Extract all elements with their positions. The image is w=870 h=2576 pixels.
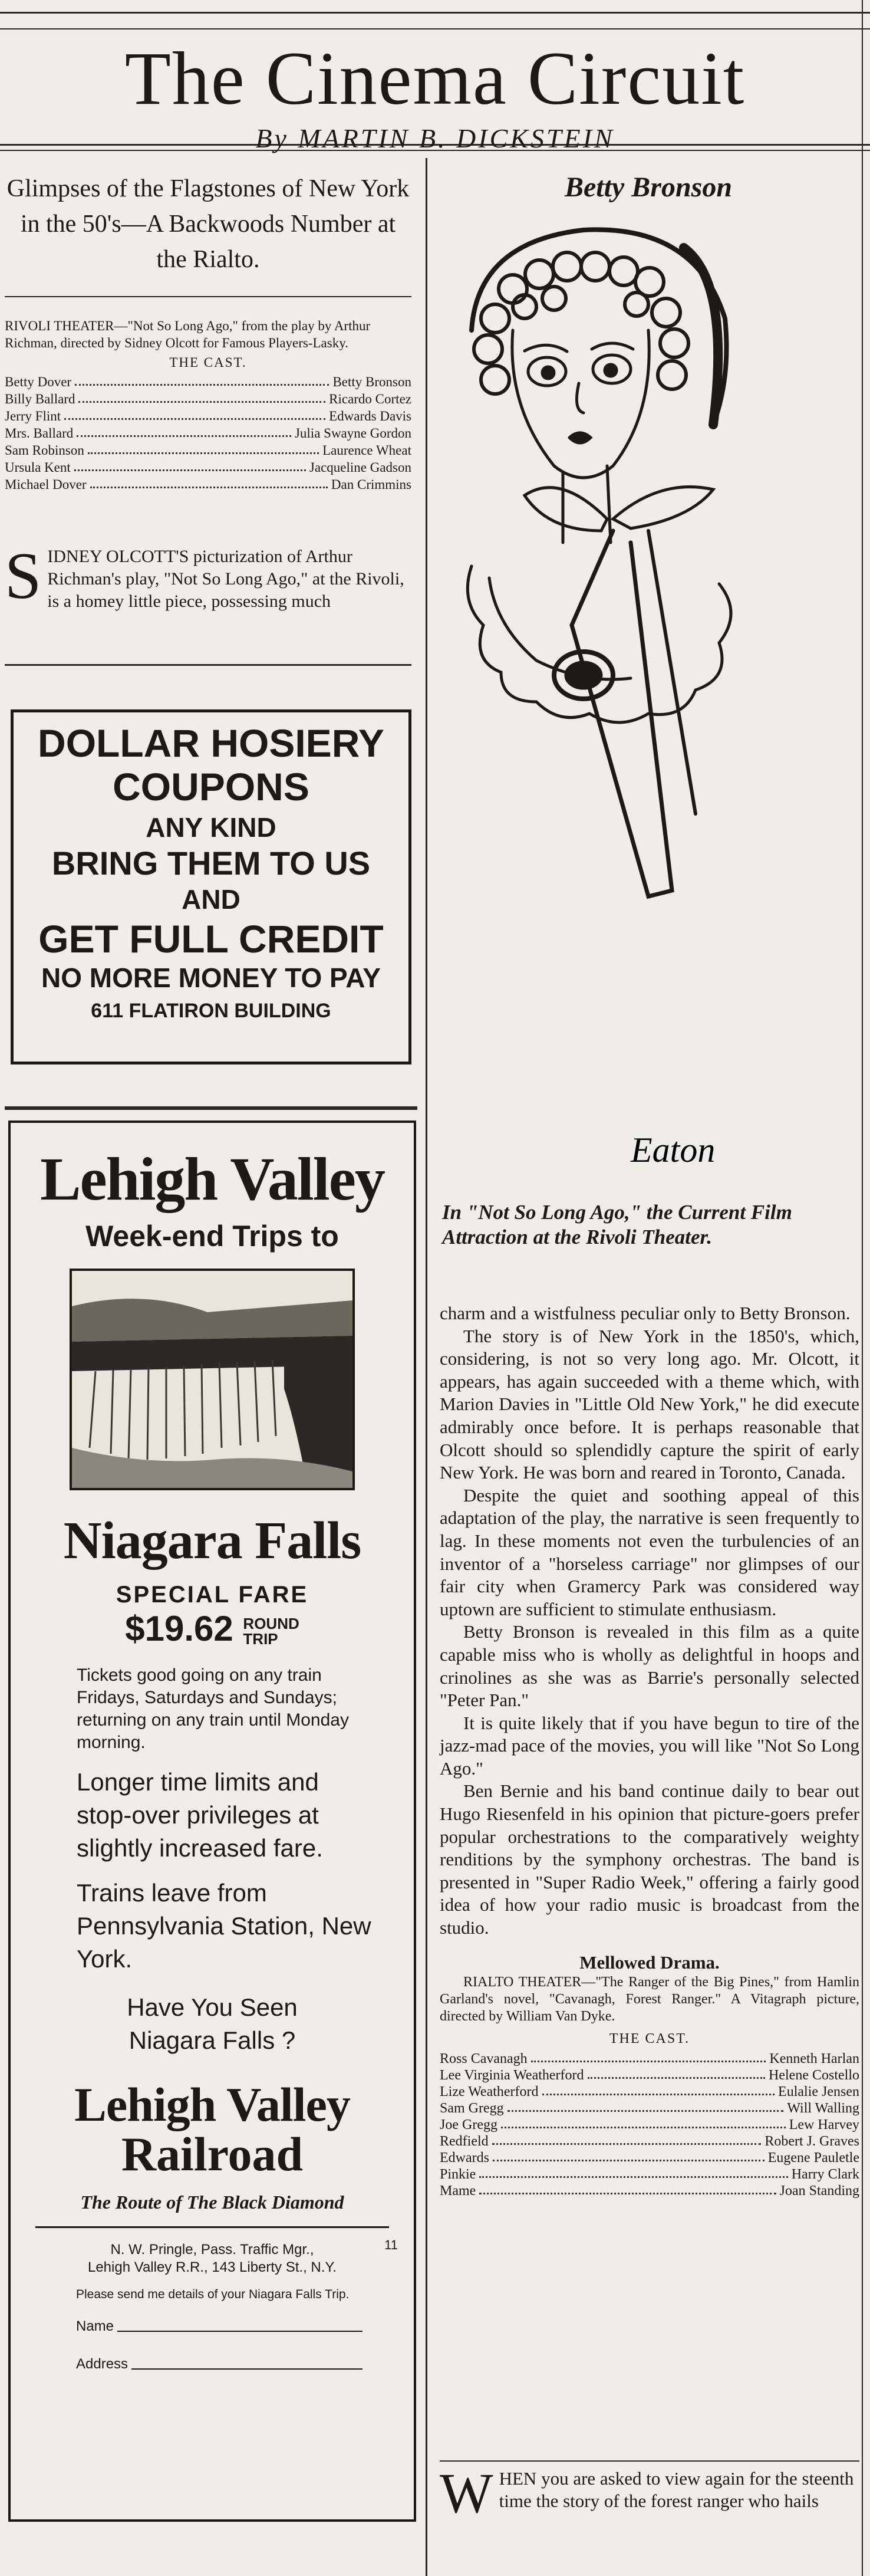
cast-row <box>440 2133 859 2150</box>
leader-dots <box>531 2051 766 2062</box>
lead-text: IDNEY OLCOTT'S picturization of Arthur Richman's play, "Not So Long Ago," at the Rivoli, is a homey little piece, possessing much <box>47 547 404 611</box>
cast-role: Lize Weatherford <box>440 2084 539 2099</box>
ad-separator <box>5 1106 417 1110</box>
cast-row <box>5 373 411 390</box>
question-text: Have You Seen Niagara Falls ? <box>127 1993 298 2054</box>
cast-row <box>440 2051 859 2067</box>
ad-line-4: BRING THEM TO US <box>51 845 371 882</box>
masthead-top-rule <box>0 28 870 29</box>
cast-row <box>5 425 411 442</box>
column-rule <box>426 158 427 2576</box>
right-edge-rule <box>862 0 863 2576</box>
ad-line-6: GET FULL CREDIT <box>38 916 384 961</box>
cast-row <box>5 459 411 476</box>
cast-actor: Eugene Pauletle <box>767 2150 859 2166</box>
fare-suffix-top: ROUND <box>243 1615 299 1633</box>
cast-actor: Julia Swayne Gordon <box>294 426 411 441</box>
byline: By MARTIN B. DICKSTEIN <box>255 123 615 153</box>
rivoli-credits <box>5 317 411 493</box>
trains-text: Trains leave from Pennsylvania Station, New York. <box>77 1879 371 1973</box>
cast-actor: Eulalie Jensen <box>778 2084 859 2099</box>
cast-role: Redfield <box>440 2133 489 2149</box>
leader-dots <box>479 2183 776 2194</box>
article-headline: Glimpses of the Flagstones of New York in the 50's—A Backwoods Number at the Rialto. <box>6 175 410 273</box>
drop-cap: W <box>440 2462 493 2525</box>
fare-suffix <box>243 1616 299 1647</box>
paragraph: The story is of New York in the 1850's, which, considering, is not so very long ago. Mr. Olcott, it appears, has again succeeded with a theme which, with Marion Davies in "Little Old New York," he did execute admirably once before. It is perhaps reasonable that Olcott should so splendidly capture the spirit of early New York. He was born and reared in Toronto, Canada. <box>440 1325 859 1483</box>
cast-actor: Jacqueline Gadson <box>309 460 411 475</box>
cast-role: Ross Cavanagh <box>440 2051 528 2066</box>
cast-role: Ursula Kent <box>5 460 71 475</box>
cast-title: THE CAST. <box>609 2031 690 2047</box>
paragraph: charm and a wistfulness peculiar only to Betty Bronson. <box>440 1303 851 1323</box>
credits-text: RIVOLI THEATER—"Not So Long Ago," from the play by Arthur Richman, directed by Sidney Olcott for Famous Players-Lasky. <box>5 318 371 350</box>
time-limits-text: Longer time limits and stop-over privileges at slightly increased fare. <box>77 1768 323 1862</box>
cast-role: Edwards <box>440 2150 489 2166</box>
cast-actor: Dan Crimmins <box>331 477 411 492</box>
ad-line-7: NO MORE MONEY TO PAY <box>41 962 381 994</box>
leader-dots <box>492 2133 762 2145</box>
leader-dots <box>88 442 319 454</box>
ad-line-2: COUPONS <box>113 764 309 809</box>
cast-role: Michael Dover <box>5 477 87 492</box>
hosiery-ad <box>11 709 411 1064</box>
leader-dots <box>508 2100 784 2112</box>
paragraph: Betty Bronson is revealed in this film as a quite capable miss who is wholly as delightful in hoops and crinolines as she was as Barrie's personally selected "Peter Pan." <box>440 1621 859 1711</box>
ad-address: 611 FLATIRON BUILDING <box>91 999 331 1022</box>
cast-row <box>440 2067 859 2084</box>
cast-role: Lee Virginia Weatherford <box>440 2067 584 2083</box>
coupon-request: Please send me details of your Niagara Falls Trip. <box>76 2288 350 2302</box>
cast-row <box>5 442 411 459</box>
cast-role: Betty Dover <box>5 374 72 389</box>
niagara-falls-title: Niagara Falls <box>63 1512 361 1570</box>
article-end-rule <box>5 664 411 666</box>
cast-role: Sam Robinson <box>5 443 84 458</box>
illustration-title: Betty Bronson <box>564 172 733 203</box>
coupon <box>38 2237 398 2373</box>
page-title: The Cinema Circuit <box>124 37 746 120</box>
cast-actor: Edwards Davis <box>329 409 411 423</box>
headline-divider <box>5 296 411 297</box>
right-divider <box>440 2460 859 2462</box>
cast-role: Mame <box>440 2183 476 2199</box>
lehigh-valley-ad <box>8 1121 416 2522</box>
fare-amount: $19.62 <box>125 1609 233 1648</box>
cast-actor: Ricardo Cortez <box>329 392 411 406</box>
closing-text: HEN you are asked to view again for the steenth time the story of the forest ranger who hails <box>499 2468 854 2511</box>
cast-title: THE CAST. <box>169 355 247 370</box>
cast-actor: Robert J. Graves <box>764 2133 859 2149</box>
right-column-text <box>440 1302 859 2199</box>
cast-actor: Kenneth Harlan <box>769 2051 859 2066</box>
leader-dots <box>493 2150 764 2161</box>
top-rule <box>0 12 870 14</box>
leader-dots <box>542 2084 775 2095</box>
fare <box>11 1608 414 1649</box>
cast-row <box>5 390 411 408</box>
ad-line-1: DOLLAR HOSIERY <box>38 721 384 765</box>
cast-actor: Laurence Wheat <box>322 443 411 458</box>
drop-cap: S <box>5 540 42 613</box>
cast-row <box>5 476 411 493</box>
fare-label: SPECIAL FARE <box>116 1582 309 1608</box>
paragraph: It is quite likely that if you have begun to tire of the jazz-mad pace of the movies, you will like "Not So Long Ago." <box>440 1712 859 1779</box>
article-lead <box>5 540 411 613</box>
coupon-number: 11 <box>384 2237 398 2253</box>
cast-role: Mrs. Ballard <box>5 426 74 441</box>
ad-line-3: ANY KIND <box>146 811 276 843</box>
ad-line-5: AND <box>182 884 240 915</box>
cast-list <box>5 373 411 493</box>
niagara-falls-illustration <box>70 1269 355 1490</box>
illustration-caption: In "Not So Long Ago," the Current Film Attraction at the Rivoli Theater. <box>442 1201 792 1248</box>
leader-dots <box>90 476 328 488</box>
tickets-text: Tickets good going on any train Fridays, Saturdays and Sundays; returning on any train until Monday morning. <box>77 1665 349 1752</box>
name-field-row <box>76 2318 386 2335</box>
cast-role: Billy Ballard <box>5 392 75 406</box>
leader-dots <box>74 459 306 471</box>
cast-role: Pinkie <box>440 2166 476 2182</box>
leader-dots <box>64 408 325 420</box>
coupon-line-2: Lehigh Valley R.R., 143 Liberty St., N.Y. <box>87 2259 337 2276</box>
betty-bronson-illustration <box>436 212 856 1191</box>
cast-role: Joe Gregg <box>440 2117 497 2133</box>
leader-dots <box>588 2067 765 2079</box>
leader-dots <box>479 2166 787 2178</box>
name-label: Name <box>76 2318 114 2335</box>
cast-row <box>5 408 411 425</box>
cast-list <box>440 2051 859 2199</box>
lehigh-subtitle: Week-end Trips to <box>85 1220 339 1253</box>
cast-actor: Will Walling <box>787 2100 859 2116</box>
cast-row <box>440 2084 859 2100</box>
cast-role: Sam Gregg <box>440 2100 504 2116</box>
cast-role: Jerry Flint <box>5 409 61 423</box>
leader-dots <box>501 2117 786 2128</box>
closing-paragraph <box>440 2462 859 2525</box>
leader-dots <box>77 425 291 437</box>
railroad-line-2: Railroad <box>121 2127 304 2181</box>
cast-actor: Betty Bronson <box>332 374 411 389</box>
artist-signature: Eaton <box>631 1131 716 1169</box>
route-tagline: The Route of The Black Diamond <box>80 2191 344 2213</box>
rialto-credits: RIALTO THEATER—"The Ranger of the Big Pines," from Hamlin Garland's novel, "Cavanagh, Forest Ranger." A Vitagraph picture, directed by William Van Dyke. <box>440 1974 859 2025</box>
cast-actor: Joan Standing <box>779 2183 859 2199</box>
subheading: Mellowed Drama. <box>579 1951 720 1973</box>
cast-row <box>440 2100 859 2117</box>
cast-row <box>440 2183 859 2199</box>
name-field[interactable] <box>117 2331 362 2332</box>
cast-actor: Helene Costello <box>769 2067 859 2083</box>
cast-row <box>440 2150 859 2166</box>
cast-actor: Lew Harvey <box>789 2117 859 2133</box>
paragraph: Ben Bernie and his band continue daily to bear out Hugo Riesenfeld in his opinion that picture-goers prefer popular orchestrations to the comparatively weighty renditions by the symphony orchestras. The band is presented in "Super Radio Week," offering a fairly good idea of how your radio music is broadcast from the studio. <box>440 1780 859 1938</box>
lehigh-title: Lehigh Valley <box>40 1145 384 1213</box>
address-field-row <box>76 2355 386 2373</box>
cast-actor: Harry Clark <box>791 2166 859 2182</box>
leader-dots <box>75 373 329 386</box>
leader-dots <box>78 390 325 403</box>
address-field[interactable] <box>131 2368 362 2370</box>
cast-row <box>440 2117 859 2133</box>
paragraph: Despite the quiet and soothing appeal of this adaptation of the play, the narrative is seen frequently to lag. In these moments not even the turbulencies of an inventor of a "horseless carriage" nor glimpses of our fair city when Gramercy Park was considered way uptown are sufficient to stimulate enthusiasm. <box>440 1484 859 1619</box>
railroad-line-1: Lehigh Valley <box>74 2078 350 2131</box>
cast-row <box>440 2166 859 2183</box>
coupon-line-1: N. W. Pringle, Pass. Traffic Mgr., <box>110 2242 314 2258</box>
address-label: Address <box>76 2356 128 2373</box>
fare-suffix-bottom: TRIP <box>243 1630 278 1648</box>
